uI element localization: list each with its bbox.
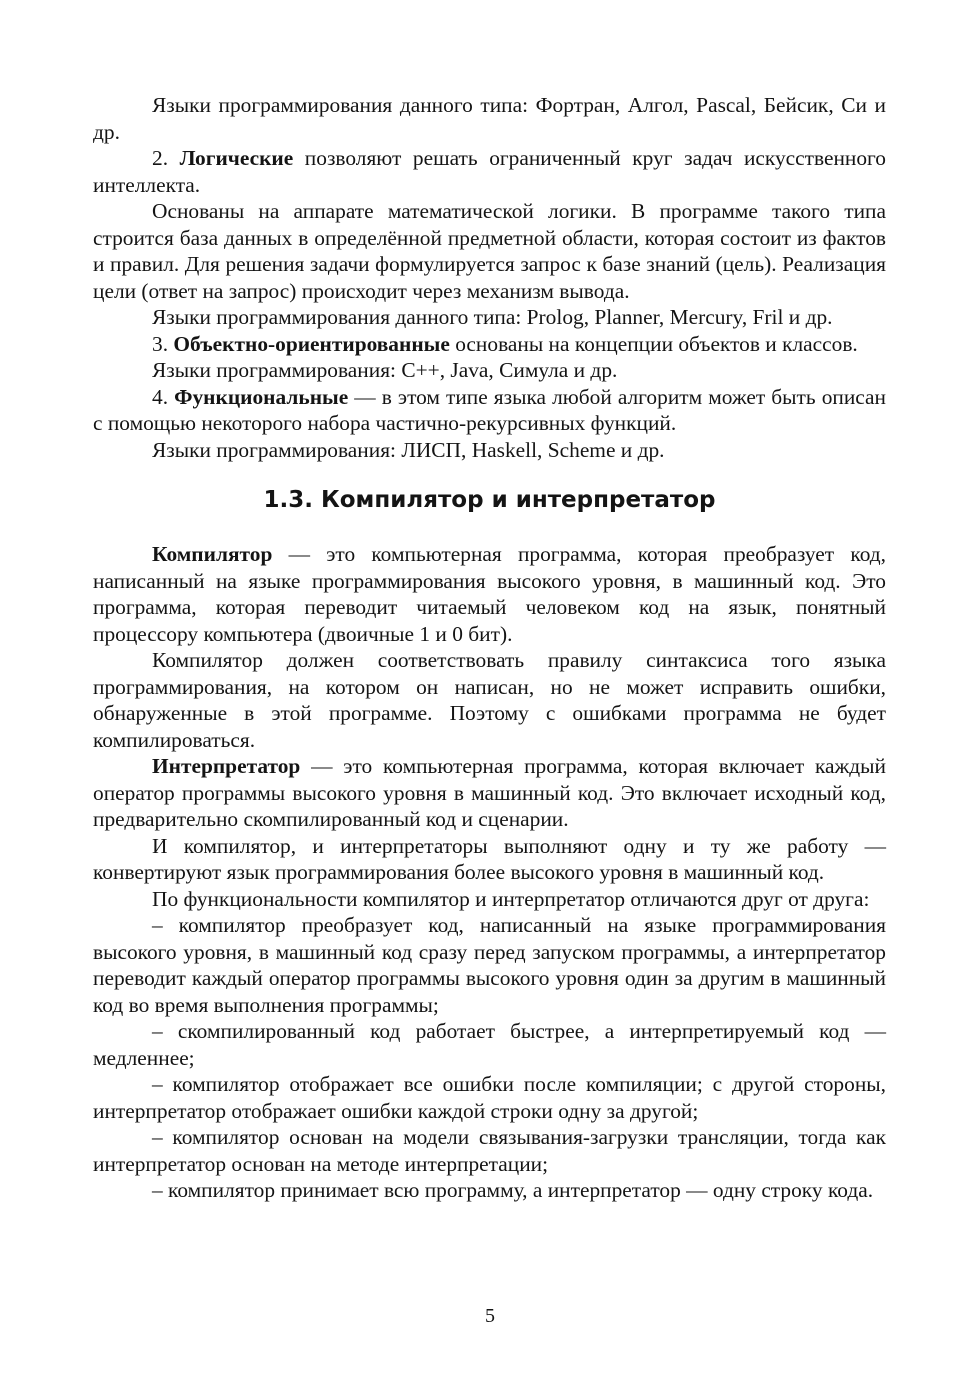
list-number: 2. <box>152 146 180 170</box>
paragraph-text: — это компьютерная программа, которая включает каждый оператор программы высокого уровня в машинный код. Это включает исходный код, предварительно скомпилированный код и сценарии. <box>93 754 886 831</box>
list-item: – компилятор отображает все ошибки после компиляции; с другой стороны, интерпретатор отображает ошибки каждой строки одну за другой; <box>93 1072 886 1123</box>
paragraph: Языки программирования: ЛИСП, Haskell, Scheme и др. <box>152 437 665 462</box>
paragraph: Языки программирования данного типа: Фортран, Алгол, Pascal, Бейсик, Си и др. <box>93 93 886 144</box>
list-item: – компилятор принимает всю программу, а интерпретатор — одну строку кода. <box>152 1178 874 1202</box>
paragraph: Языки программирования данного типа: Prolog, Planner, Mercury, Fril и др. <box>152 305 833 329</box>
list-item: – скомпилированный код работает быстрее, а интерпретируемый код — медленнее; <box>93 1019 886 1070</box>
section-heading: 1.3. Компилятор и интерпретатор <box>263 487 716 513</box>
paragraph-text: — это компьютерная программа, которая преобразует код, написанный на языке программирования высокого уровня, в машинный код. Это программа, которая переводит читаемый человеком код на язык, понятный процессору компьютера (двоичные 1 и 0 бит). <box>93 542 886 646</box>
page-number: 5 <box>485 1305 495 1327</box>
list-item: – компилятор основан на модели связывания-загрузки трансляции, тогда как интерпретатор основан на методе интерпретации; <box>93 1125 886 1176</box>
paragraph-text: — в этом типе языка любой алгоритм может быть описан с помощью некоторого набора частично-рекурсивных функций. <box>93 384 887 435</box>
paragraph: И компилятор, и интерпретаторы выполняют одну и ту же работу — конвертируют язык программирования более высокого уровня в машинный код. <box>93 833 886 884</box>
paragraph-logical <box>93 145 886 198</box>
list-number: 4. <box>152 384 175 409</box>
term-bold: Логические <box>179 146 294 170</box>
document-page <box>93 92 886 1204</box>
list-number: 3. <box>152 331 174 356</box>
paragraph: По функциональности компилятор и интерпретатор отличаются друг от друга: <box>152 886 870 911</box>
paragraph: Основаны на аппарате математической логики. В программе такого типа строится база данных в определённой предметной области, которая состоит из фактов и правил. Для решения задачи формулируется запрос к базе знаний (цель). Реализация цели (ответ на запрос) происходит через механизм вывода. <box>93 199 886 303</box>
paragraph-text: основаны на концепции объектов и классов. <box>449 331 858 356</box>
paragraph-interpreter <box>93 753 886 833</box>
term-bold: Функциональные <box>174 384 349 409</box>
paragraph: Компилятор должен соответствовать правилу синтаксиса того языка программирования, на котором он написан, но не может исправить ошибки, обнаруженные в этой программе. Поэтому с ошибками программа не будет компилироваться. <box>93 648 886 752</box>
paragraph-text: позволяют решать ограниченный круг задач искусственного интеллекта. <box>93 146 886 197</box>
paragraph: Языки программирования: C++, Java, Симула и др. <box>152 358 618 382</box>
term-bold: Объектно-ориентированные <box>173 331 450 356</box>
paragraph-oop <box>93 331 886 358</box>
term-bold: Интерпретатор <box>152 754 301 778</box>
paragraph-compiler <box>93 541 886 647</box>
paragraph-functional <box>93 384 886 437</box>
list-item: – компилятор преобразует код, написанный на языке программирования высокого уровня, в машинный код сразу перед запуском программы, а интерпретатор переводит каждый оператор программы высокого уровня один за другим в машинный код во время выполнения программы; <box>93 913 886 1017</box>
term-bold: Компилятор <box>152 542 273 566</box>
